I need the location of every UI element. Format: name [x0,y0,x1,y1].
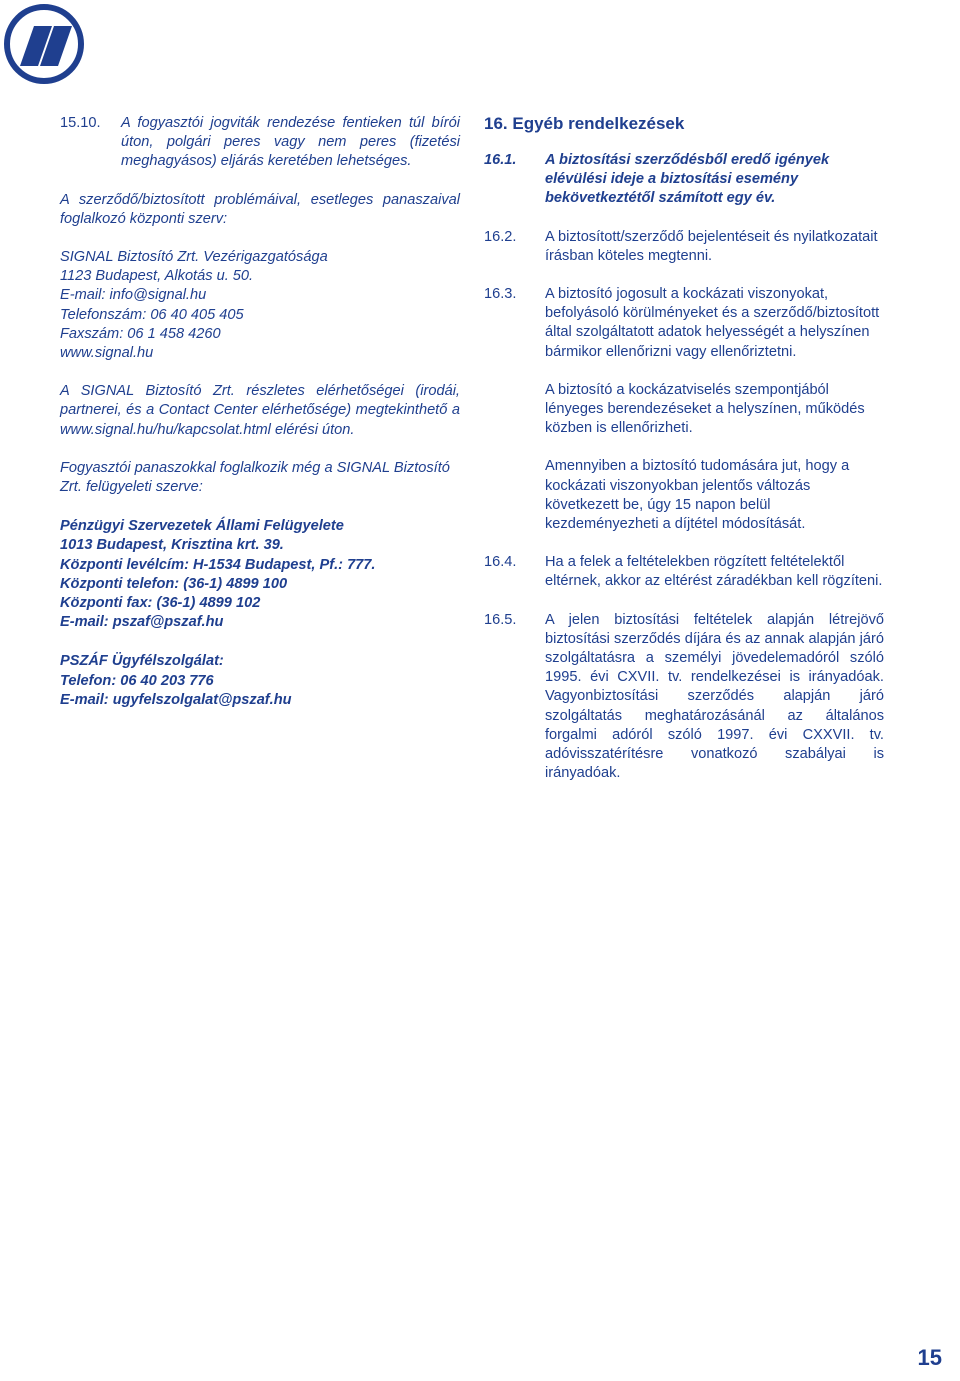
signal-logo-icon [4,4,84,84]
section-text: A biztosított/szerződő bejelentéseit és nyilatkozatait írásban köteles megtenni. [545,228,878,264]
section-text: A biztosítási szerződésből eredő igények elévülési ideje a biztosítási esemény bekövetkeztétől számított egy év. [545,152,830,207]
customer-service-block [60,652,460,710]
details-text: A SIGNAL Biztosító Zrt. részletes elérhetőségei (irodái, partnerei, és a Contact Center elérhetősége) megtekinthető a www.signal.hu/hu/kapcsolat.html elérési úton. [60,383,460,438]
customer-service-line: E-mail: ugyfelszolgalat@pszaf.hu [60,691,292,708]
signal-email: E-mail: info@signal.hu [60,287,207,304]
section-16-heading: 16. Egyéb rendelkezések [484,114,685,133]
section-16-3 [484,285,884,534]
section-number: 16.3. [484,286,517,303]
section-text: Ha a felek a feltételekben rögzített feltételektől eltérnek, akkor az eltérést záradékban kell rögzíteni. [545,554,883,590]
section-paragraph: A biztosító a kockázatviselés szempontjából lényeges berendezéseket a helyszínen, működés közben is ellenőrizheti. [545,381,865,437]
section-text: A jelen biztosítási feltételek alapján létrejövő biztosítási szerződés díjára és az annak alapján járó szolgáltatásra a személyi jövedelemadóról szóló 1995. évi CXVII. tv. rendelkezései is irányadóak. Vagyonbiztosítási szerződés alapján járó szolgáltatás meghatározásánál az általános forgalmi adóról szóló 1997. évi CXXVII. tv. adóvisszatérítésre vonatkozó szabályai is irányadóak. [545,611,884,782]
signal-website: www.signal.hu [60,345,154,362]
section-number: 16.5. [484,611,517,628]
pszaf-line: 1013 Budapest, Krisztina krt. 39. [60,537,284,554]
signal-address-line: 1123 Budapest, Alkotás u. 50. [60,268,254,285]
signal-fax: Faxszám: 06 1 458 4260 [60,325,221,342]
section-paragraph: A biztosító jogosult a kockázati viszonyokat, befolyásoló körülményeket és a szerződő/biztosított által szolgáltatott adatok helyességét a helyszínen bármikor ellenőrizni vagy ellenőriztetni. [545,286,880,360]
signal-contact-block [60,248,460,363]
signal-address-line: SIGNAL Biztosító Zrt. Vezérigazgatósága [60,249,328,266]
pszaf-line: Pénzügyi Szervezetek Állami Felügyelete [60,518,344,535]
pszaf-line: Központi fax: (36-1) 4899 102 [60,595,261,612]
section-number: 15.10. [60,115,101,131]
section-text: A fogyasztói jogviták rendezése fentieken túl bírói úton, polgári peres vagy nem peres (fizetési meghagyásos) eljárás keretében lehetséges. [121,115,460,170]
section-16-1 [484,151,884,209]
complaint-intro: A szerződő/biztosított problémáival, esetleges panaszaival foglalkozó központi szerv: [60,191,460,227]
section-number: 16.2. [484,228,517,245]
page-number: 15 [917,1345,942,1370]
section-15-10 [60,114,460,172]
pszaf-contact-block [60,517,460,632]
left-column [60,114,460,710]
right-column [484,114,884,783]
section-body [545,285,884,534]
section-number: 16.1. [484,152,517,168]
customer-service-line: PSZÁF Ügyfélszolgálat: [60,653,224,670]
section-16-5 [484,611,884,784]
pszaf-line: Központi levélcím: H-1534 Budapest, Pf.: 777. [60,556,376,573]
pszaf-line: E-mail: pszaf@pszaf.hu [60,614,224,631]
customer-service-line: Telefon: 06 40 203 776 [60,672,214,689]
section-16-4 [484,553,884,591]
supervisory-intro: Fogyasztói panaszokkal foglalkozik még a SIGNAL Biztosító Zrt. felügyeleti szerve: [60,459,450,496]
section-number: 16.4. [484,554,517,571]
section-paragraph: Amennyiben a biztosító tudomására jut, hogy a kockázati viszonyokban jelentős változás következett be, úgy 15 napon belül kezdeményezheti a díjtétel módosítását. [545,458,850,533]
section-16-2 [484,228,884,266]
signal-phone: Telefonszám: 06 40 405 405 [60,306,244,323]
pszaf-line: Központi telefon: (36-1) 4899 100 [60,575,288,592]
